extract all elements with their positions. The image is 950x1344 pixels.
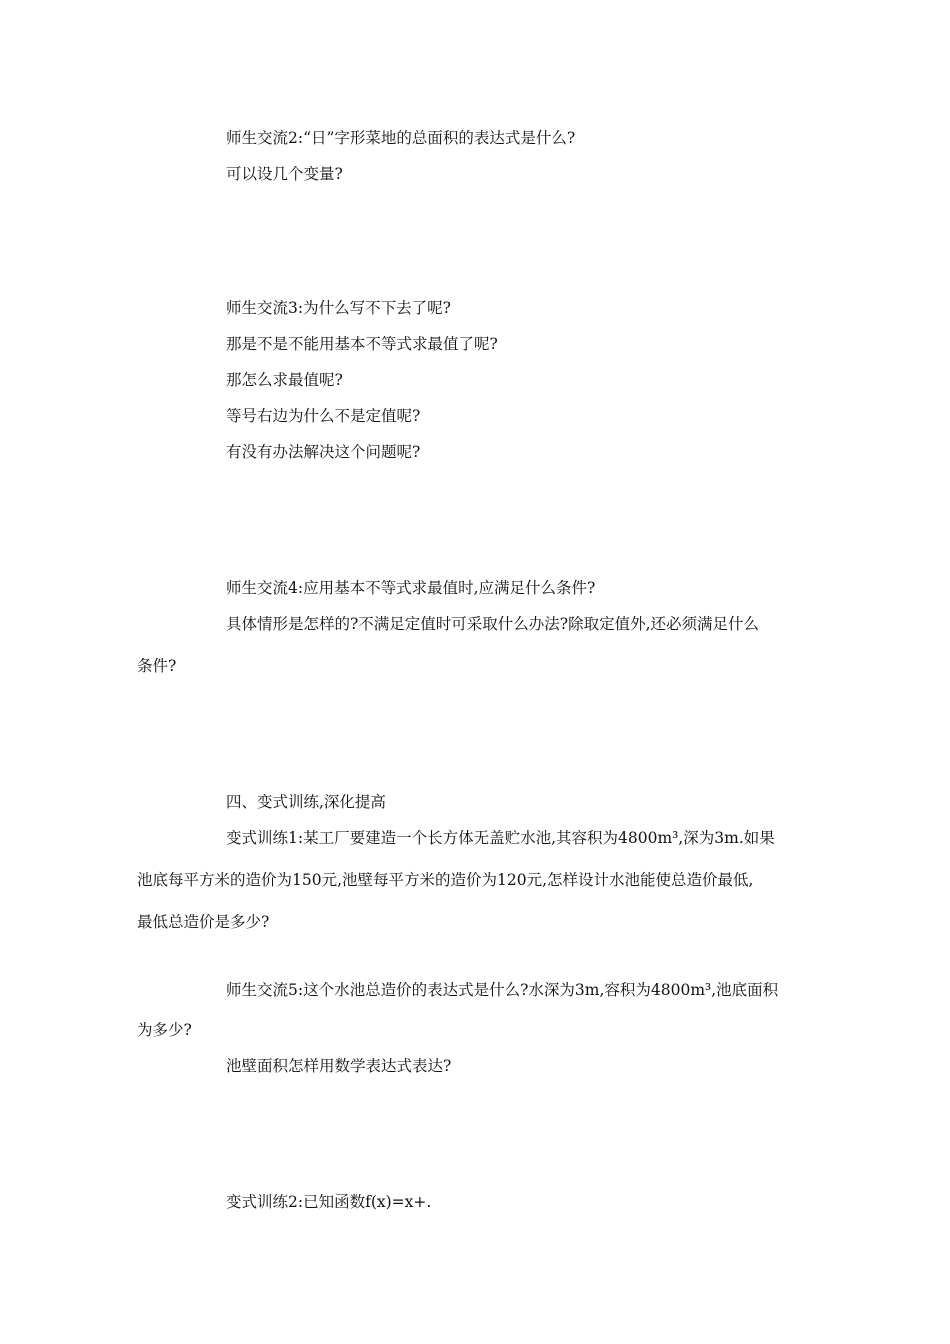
question-wall-area: 池壁面积怎样用数学表达式表达? (226, 1057, 452, 1075)
question-variables: 可以设几个变量? (226, 165, 343, 183)
teacher-student-exchange-5-line-2: 为多少? (137, 1021, 192, 1039)
teacher-student-exchange-2: 师生交流2:“日”字形菜地的总面积的表达式是什么? (226, 129, 576, 147)
paragraph-conditions-line-2: 条件? (137, 657, 177, 675)
variant-training-1-line-2: 池底每平方米的造价为150元,池壁每平方米的造价为120元,怎样设计水池能使总造价最低, (137, 871, 754, 889)
question-basic-inequality: 那是不是不能用基本不等式求最值了呢? (226, 335, 498, 353)
variant-training-2: 变式训练2:已知函数f(x)=x+. (226, 1193, 432, 1211)
teacher-student-exchange-5-line-1: 师生交流5:这个水池总造价的表达式是什么?水深为3m,容积为4800m³,池底面积 (226, 981, 779, 999)
question-how-max: 那怎么求最值呢? (226, 371, 343, 389)
teacher-student-exchange-3: 师生交流3:为什么写不下去了呢? (226, 299, 451, 317)
variant-training-1-line-3: 最低总造价是多少? (137, 913, 270, 931)
section-heading-variant-training: 四、变式训练,深化提高 (226, 793, 386, 811)
question-right-side: 等号右边为什么不是定值呢? (226, 407, 421, 425)
paragraph-conditions-line-1: 具体情形是怎样的?不满足定值时可采取什么办法?除取定值外,还必须满足什么 (226, 615, 760, 633)
variant-training-1-line-1: 变式训练1:某工厂要建造一个长方体无盖贮水池,其容积为4800m³,深为3m.如果 (226, 829, 775, 847)
teacher-student-exchange-4: 师生交流4:应用基本不等式求最值时,应满足什么条件? (226, 579, 596, 597)
question-solve: 有没有办法解决这个问题呢? (226, 443, 421, 461)
